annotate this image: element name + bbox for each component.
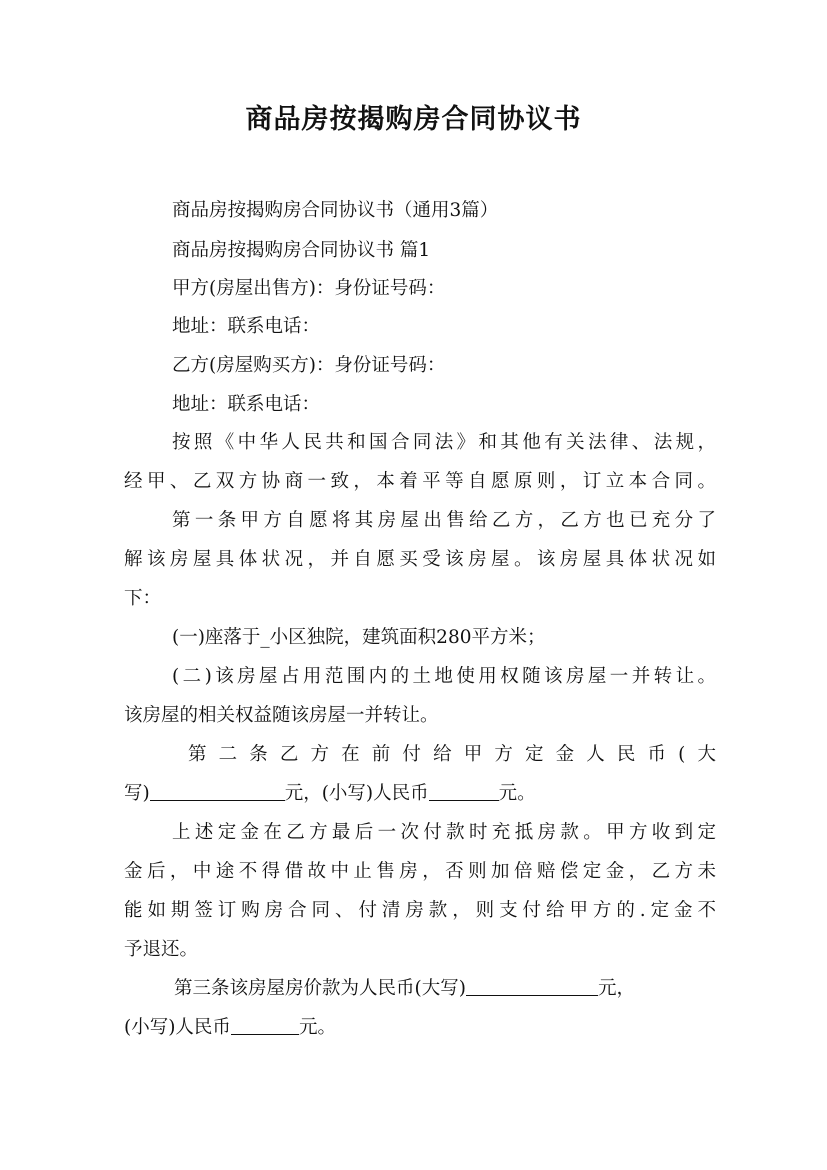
subtitle-line: 商品房按揭购房合同协议书（通用3篇） [172, 200, 499, 221]
article-1-line-2: 解该房屋具体状况，并自愿买受该房屋。该房屋具体状况如 [124, 549, 716, 570]
document-title: 商品房按揭购房合同协议书 [245, 104, 582, 135]
deposit-terms-line-1: 上述定金在乙方最后一次付款时充抵房款。甲方收到定 [172, 822, 716, 843]
article-2-text-a: 写) [124, 783, 150, 804]
preamble-line-2: 经甲、乙双方协商一致，本着平等自愿原则，订立本合同。 [124, 471, 716, 492]
article-3-text-a: 第三条该房屋房价款为人民币(大写) [174, 978, 466, 999]
deposit-terms-line-2: 金后，中途不得借故中止售房，否则加倍赔偿定金，乙方未 [124, 861, 716, 882]
article-1-line-1: 第一条甲方自愿将其房屋出售给乙方，乙方也已充分了 [172, 510, 716, 531]
item-2-line-2: 该房屋的相关权益随该房屋一并转让。 [124, 705, 439, 726]
section-heading: 商品房按揭购房合同协议书 篇1 [172, 240, 431, 261]
article-2-line-1: 第二条乙方在前付给甲方定金人民币(大 [188, 744, 716, 765]
party-a-line: 甲方(房屋出售方)：身份证号码： [172, 278, 446, 299]
item-1-line: (一)座落于_小区独院，建筑面积280平方米； [172, 627, 546, 648]
article-3-text-b: 元， [597, 978, 635, 999]
article-3-text-c: (小写)人民币 [124, 1017, 231, 1038]
deposit-lowercase-blank [429, 778, 499, 801]
price-lowercase-blank [231, 1012, 299, 1035]
price-uppercase-blank [466, 973, 598, 996]
preamble-line-1: 按照《中华人民共和国合同法》和其他有关法律、法规， [172, 432, 716, 453]
article-1-line-3: 下： [124, 588, 162, 609]
article-3-text-d: 元。 [298, 1017, 336, 1038]
party-b-address-line: 地址：联系电话： [172, 394, 321, 415]
party-a-address-line: 地址：联系电话： [172, 316, 321, 337]
article-3-line-2 [124, 1009, 716, 1047]
item-2-line-1: (二)该房屋占用范围内的土地使用权随该房屋一并转让。 [172, 666, 716, 687]
article-2-text-b: 元，(小写)人民币 [284, 783, 429, 804]
article-3-line-1 [124, 970, 716, 1008]
deposit-terms-line-3: 能如期签订购房合同、付清房款，则支付给甲方的.定金不 [124, 900, 716, 921]
article-2-line-2 [124, 775, 716, 813]
party-b-line: 乙方(房屋购买方)：身份证号码： [172, 355, 446, 376]
deposit-terms-line-4: 予退还。 [124, 939, 199, 960]
deposit-uppercase-blank [150, 778, 285, 801]
article-2-text-c: 元。 [498, 783, 536, 804]
